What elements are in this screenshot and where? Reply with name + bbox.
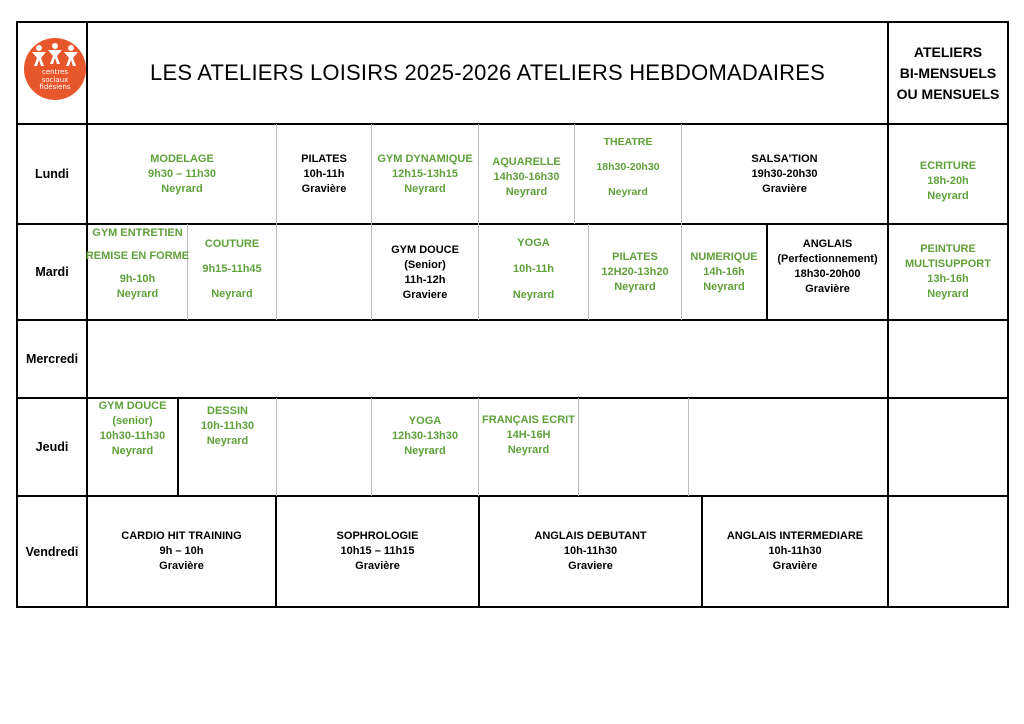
- activity-time: 12h30-13h30: [391, 430, 459, 442]
- activity-time: 9h15-11h45: [202, 263, 262, 275]
- activity-location: Neyrard: [927, 288, 969, 300]
- activity-name: DESSIN: [207, 405, 248, 417]
- activity-time: 11h-12h: [404, 274, 446, 286]
- activity-name: ANGLAIS: [802, 238, 853, 250]
- activity-location: Neyrard: [927, 189, 969, 202]
- activity-time: 9h30 – 11h30: [148, 167, 216, 180]
- activity-subtitle: MULTISUPPORT: [905, 258, 991, 270]
- activity-name: THEATRE: [603, 136, 653, 148]
- activity-name: PILATES: [301, 152, 347, 165]
- activity-name: GYM DYNAMIQUE: [377, 153, 473, 165]
- activity-time: 14H-16H: [506, 429, 551, 441]
- logo-text-2: sociaux: [41, 75, 69, 84]
- activity-time: 9h – 10h: [159, 545, 204, 557]
- activity-location: Gravière: [355, 560, 400, 572]
- activity-name: ANGLAIS INTERMEDIARE: [726, 530, 864, 542]
- activity-location: Graviere: [402, 289, 448, 301]
- activity-numerique: [682, 224, 766, 320]
- side-title-line-3: OU MENSUELS: [896, 85, 1000, 102]
- activity-location: Graviere: [568, 560, 613, 572]
- activity-location: Neyrard: [116, 288, 159, 300]
- activity-time: 10h-11h: [303, 167, 345, 180]
- day-label-jeudi: Jeudi: [35, 440, 69, 454]
- activity-location: Neyrard: [608, 186, 648, 198]
- activity-peinture: [889, 224, 1007, 320]
- activity-pilates-mardi: [589, 224, 681, 320]
- activity-location: Neyrard: [404, 183, 446, 195]
- page-title: LES ATELIERS LOISIRS 2025-2026 ATELIERS HEBDOMADAIRES: [150, 60, 825, 85]
- activity-time: 18h-20h: [927, 174, 969, 187]
- activity-location: Gravière: [772, 560, 818, 572]
- activity-name: FRANÇAIS ECRIT: [482, 414, 575, 426]
- activity-location: Neyrard: [111, 445, 154, 457]
- activity-time: 10h-11h30: [563, 545, 618, 557]
- activity-time: 12H20-13h20: [601, 265, 669, 278]
- activity-aquarelle: [479, 124, 574, 224]
- activity-sophrologie: [277, 496, 478, 607]
- activity-name: PILATES: [612, 250, 658, 263]
- activity-name: YOGA: [517, 237, 550, 249]
- day-label-vendredi: Vendredi: [25, 544, 79, 559]
- activity-name: YOGA: [408, 415, 442, 427]
- grid-line: [16, 21, 1009, 23]
- activity-ecriture: [889, 124, 1007, 224]
- activity-location: Neyrard: [404, 445, 446, 457]
- activity-name: PEINTURE: [920, 243, 976, 255]
- grid-line: [276, 224, 277, 320]
- activity-time: 10h-11h30: [768, 545, 822, 557]
- activity-location: Neyrard: [703, 280, 745, 293]
- day-label-lundi: Lundi: [34, 167, 69, 181]
- activity-cardio-hit: [88, 496, 275, 607]
- activity-location: Neyrard: [614, 280, 656, 293]
- activity-location: Neyrard: [161, 182, 203, 195]
- activity-time: 10h30-11h30: [99, 430, 166, 442]
- side-title-line-2: BI-MENSUELS: [899, 64, 997, 81]
- activity-yoga-mardi: [479, 224, 588, 320]
- activity-gym-entretien: [85, 224, 190, 320]
- activity-time: 10h-11h30: [200, 420, 255, 432]
- activity-anglais-debutant: [480, 496, 701, 607]
- activity-time: 18h30-20h30: [596, 161, 660, 173]
- side-column-title: [888, 22, 1008, 124]
- grid-line: [1007, 21, 1009, 608]
- activity-time: 9h-10h: [119, 273, 156, 285]
- activity-location: Neyrard: [512, 289, 555, 301]
- activity-time: 18h30-20h00: [794, 268, 861, 280]
- activity-gym-douce-jeudi: [88, 398, 177, 496]
- activity-dessin: [179, 398, 276, 496]
- grid-line: [578, 398, 579, 496]
- activity-name: SOPHROLOGIE: [336, 530, 419, 542]
- activity-name: CARDIO HIT TRAINING: [121, 530, 242, 542]
- activity-time: 19h30-20h30: [751, 167, 818, 180]
- activity-couture: [188, 224, 276, 320]
- activity-location: Gravière: [159, 560, 204, 572]
- activity-subtitle: REMISE EN FORME: [85, 250, 190, 262]
- activity-theatre: [575, 124, 681, 224]
- grid-line: [688, 398, 689, 496]
- activity-anglais-intermediare: [703, 496, 887, 607]
- grid-line: [276, 398, 277, 496]
- activity-yoga-jeudi: [372, 398, 478, 496]
- side-title-line-1: ATELIERS: [913, 43, 983, 60]
- activity-location: Gravière: [762, 182, 807, 195]
- activity-gym-dynamique: [372, 124, 478, 224]
- activity-anglais-perfectionnement: [768, 224, 887, 320]
- activity-location: Neyrard: [211, 288, 253, 300]
- activity-time: 14h30-16h30: [493, 170, 560, 183]
- activity-subtitle: (senior): [112, 415, 153, 427]
- activity-subtitle: (Senior): [404, 259, 446, 271]
- day-label-mercredi: Mercredi: [25, 352, 79, 366]
- logo-text-1: centres: [41, 68, 68, 76]
- activity-name: ANGLAIS DEBUTANT: [534, 530, 647, 542]
- activity-time: 12h15-13h15: [391, 168, 459, 180]
- activity-name: ECRITURE: [919, 159, 977, 172]
- day-label-mardi: Mardi: [35, 265, 69, 279]
- activity-time: 10h-11h: [513, 263, 554, 275]
- activity-name: SALSA'TION: [751, 152, 818, 165]
- activity-subtitle: (Perfectionnement): [777, 253, 878, 265]
- activity-modelage: [88, 124, 276, 224]
- activity-salsation: [682, 124, 887, 224]
- activity-name: NUMERIQUE: [690, 250, 758, 263]
- activity-name: GYM DOUCE: [98, 400, 167, 412]
- activity-time: 13h-16h: [927, 273, 969, 285]
- activity-location: Neyrard: [206, 435, 249, 447]
- activity-time: 14h-16h: [703, 265, 745, 278]
- activity-name: COUTURE: [204, 238, 260, 250]
- activity-name: AQUARELLE: [492, 155, 561, 168]
- activity-location: Neyrard: [507, 444, 550, 456]
- activity-name: MODELAGE: [150, 152, 214, 165]
- activity-name: GYM ENTRETIEN: [92, 227, 183, 239]
- activity-francais-ecrit: [479, 398, 578, 496]
- activity-location: Gravière: [805, 283, 850, 295]
- activity-location: Gravière: [301, 182, 347, 195]
- activity-time: 10h15 – 11h15: [340, 545, 415, 557]
- centres-sociaux-logo: [24, 38, 86, 100]
- activity-name: GYM DOUCE: [391, 244, 459, 256]
- activity-location: Neyrard: [505, 185, 548, 198]
- activity-pilates-lundi: [277, 124, 371, 224]
- activity-gym-douce-mardi: [372, 224, 478, 320]
- logo-text-3: fidésiens: [39, 83, 71, 91]
